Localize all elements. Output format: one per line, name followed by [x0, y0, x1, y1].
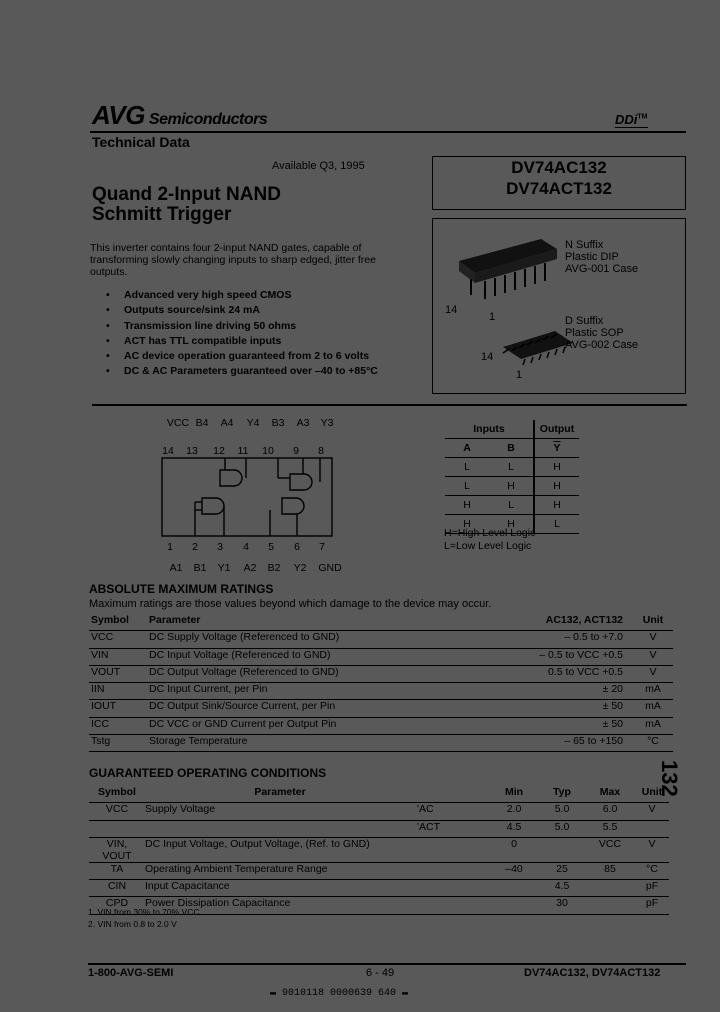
part-number: DV74ACT132	[506, 179, 612, 198]
nand-gate-icon	[202, 498, 224, 514]
pin-name-label: Y2	[293, 562, 307, 574]
table-row: VIN, VOUT DC Input Voltage, Output Voltage, (Ref. to GND) 0 VCC V	[89, 837, 669, 862]
output-header: Output	[534, 420, 579, 439]
table-row: CPD Power Dissipation Capacitance 30 pF	[89, 897, 669, 914]
page-title: Quand 2-Input NAND Schmitt Trigger	[92, 184, 281, 225]
bullet-icon: •	[106, 350, 110, 363]
column-header: B	[489, 439, 534, 458]
nand-gate-icon	[220, 470, 242, 486]
description: This inverter contains four 2-input NAND gates, capable of transforming slowly changing inputs to sharp edged, jitter free outputs.	[90, 242, 376, 278]
table-header: Symbol Parameter AC132, ACT132 Unit	[89, 614, 673, 631]
pin-name-label: A2	[243, 562, 257, 574]
header-rule	[90, 131, 686, 133]
footer-parts: DV74AC132, DV74ACT132	[524, 967, 661, 979]
table-row: VCC DC Supply Voltage (Referenced to GND) – 0.5 to +7.0 V	[89, 631, 673, 648]
table-header: Symbol Parameter Min Typ Max Unit	[89, 786, 669, 803]
feature-list	[106, 288, 426, 380]
operating-title: GUARANTEED OPERATING CONDITIONS	[89, 766, 327, 780]
pin-name-label: VCC	[166, 417, 190, 429]
part-number-box	[432, 156, 686, 210]
column-header: $\overline{Y}$	[534, 439, 579, 458]
pin-number-label: 7	[319, 541, 325, 553]
table-row: Tstg Storage Temperature – 65 to +150 °C	[89, 735, 673, 752]
operating-table	[89, 786, 669, 915]
pin-number-label: 2	[192, 541, 198, 553]
pin-label: 14	[481, 351, 494, 363]
table-row: L H H	[445, 477, 579, 496]
part-number: DV74AC132	[511, 158, 607, 177]
ddi-logo: DDi™	[615, 112, 648, 127]
pin-name-label: B1	[193, 562, 207, 574]
pin-number-label: 12	[213, 445, 225, 457]
table-row: VOUT DC Output Voltage (Referenced to GND) 0.5 to VCC +0.5 V	[89, 665, 673, 682]
pin-name-label: B2	[267, 562, 281, 574]
pin-label: 1	[489, 311, 496, 323]
pin-label: 1	[516, 369, 523, 381]
section-rule	[92, 404, 687, 406]
abs-max-subtitle: Maximum ratings are those values beyond which damage to the device may occur.	[89, 598, 492, 610]
barcode-text: ▬ 9010118 0000639 640 ▬	[270, 988, 409, 999]
table-row: H L H	[445, 496, 579, 515]
table-row: VCC Supply Voltage 'AC 2.0 5.0 6.0 V	[89, 803, 669, 820]
table-row: H H L	[445, 515, 579, 534]
list-item: • Outputs source/sink 24 mA	[106, 303, 426, 318]
pin-number-label: 9	[293, 445, 299, 457]
pin-name-label: Y3	[320, 417, 334, 429]
footer-rule	[88, 963, 686, 965]
column-header: A	[445, 439, 489, 458]
truth-legend: H=High Level Logic L=Low Level Logic	[444, 527, 536, 552]
side-tab: 132	[657, 760, 682, 797]
section-label: Technical Data	[92, 134, 190, 150]
pin-number-label: 6	[294, 541, 300, 553]
footer-phone: 1-800-AVG-SEMI	[88, 967, 174, 979]
pin-number-label: 4	[243, 541, 249, 553]
bullet-icon: •	[106, 365, 110, 378]
pin-name-label: A1	[169, 562, 183, 574]
pin-number-label: 5	[268, 541, 274, 553]
dip-package-icon	[459, 239, 557, 299]
abs-max-table	[89, 614, 673, 752]
nand-gate-icon	[290, 474, 312, 490]
pin-number-label: 11	[237, 445, 249, 457]
list-item: • AC device operation guaranteed from 2 to 6 volts	[106, 349, 426, 364]
logic-diagram	[150, 412, 365, 577]
pin-number-label: 1	[167, 541, 173, 553]
table-row: IOUT DC Output Sink/Source Current, per Pin ± 50 mA	[89, 700, 673, 717]
abs-max-title: ABSOLUTE MAXIMUM RATINGS	[89, 582, 274, 596]
package-box	[432, 218, 686, 394]
table-row: VIN DC Input Voltage (Referenced to GND) – 0.5 to VCC +0.5 V	[89, 648, 673, 665]
table-row: 'ACT 4.5 5.0 5.5	[89, 820, 669, 837]
bullet-icon: •	[106, 304, 110, 317]
pin-name-label: A3	[296, 417, 310, 429]
pin-number-label: 13	[186, 445, 198, 457]
table-row: TA Operating Ambient Temperature Range –40 25 85 °C	[89, 862, 669, 879]
table-row: CIN Input Capacitance 4.5 pF	[89, 880, 669, 897]
package-d-text: D Suffix Plastic SOP AVG-002 Case	[565, 315, 639, 351]
bullet-icon: •	[106, 334, 110, 347]
pin-name-label: A4	[220, 417, 234, 429]
bullet-icon: •	[106, 289, 110, 301]
table-row: ICC DC VCC or GND Current per Output Pin ± 50 mA	[89, 717, 673, 734]
bullet-icon: •	[106, 319, 110, 332]
list-item: • ACT has TTL compatible inputs	[106, 334, 426, 349]
pin-number-label: 3	[217, 541, 223, 553]
truth-table	[445, 420, 579, 534]
brand: AVG Semiconductors	[92, 100, 268, 130]
pin-name-label: B3	[271, 417, 285, 429]
package-illustration	[433, 219, 685, 393]
pin-number-label: 14	[162, 445, 174, 457]
pin-name-label: B4	[195, 417, 209, 429]
sop-package-icon	[503, 331, 573, 365]
footnotes: 1. VIN from 30% to 70% VCC 2. VIN from 0.8 to 2.0 V	[88, 907, 200, 929]
list-item: • Advanced very high speed CMOS	[106, 288, 426, 303]
pin-name-label: GND	[318, 562, 342, 574]
pin-name-label: Y1	[217, 562, 231, 574]
inputs-header: Inputs	[445, 420, 534, 439]
pin-name-label: Y4	[246, 417, 260, 429]
availability: Available Q3, 1995	[272, 160, 365, 172]
pin-number-label: 10	[262, 445, 274, 457]
table-row: IIN DC Input Current, per Pin ± 20 mA	[89, 683, 673, 700]
footer-page: 6 - 49	[366, 967, 395, 979]
list-item: • DC & AC Parameters guaranteed over –40 to +85°C	[106, 364, 426, 379]
pin-label: 14	[445, 304, 458, 316]
list-item: • Transmission line driving 50 ohms	[106, 319, 426, 334]
table-row: L L H	[445, 458, 579, 477]
nand-gate-icon	[282, 498, 304, 514]
package-n-text: N Suffix Plastic DIP AVG-001 Case	[565, 239, 639, 275]
pin-number-label: 8	[318, 445, 324, 457]
